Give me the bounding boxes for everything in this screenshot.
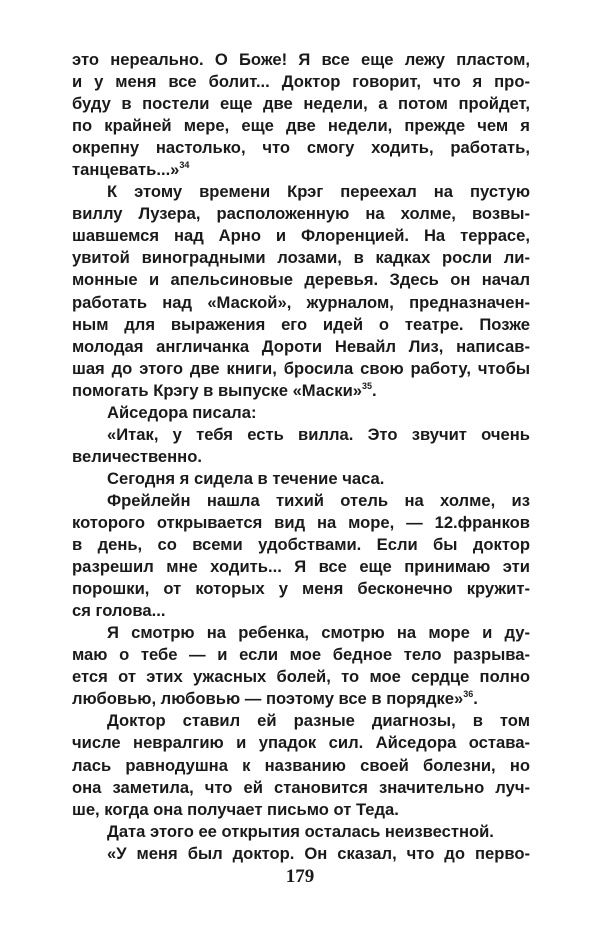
text-line bbox=[72, 424, 530, 446]
text-line bbox=[72, 49, 530, 71]
text-line bbox=[72, 799, 530, 821]
text-line bbox=[72, 777, 530, 799]
text-line bbox=[72, 203, 530, 225]
footnote-ref: 34 bbox=[179, 160, 190, 171]
line-text-after: . bbox=[372, 380, 377, 400]
text-line bbox=[72, 247, 530, 269]
line-text: порошки, от которых у меня бесконечно кружит- bbox=[72, 579, 530, 599]
line-text: маю о тебе — и если мое бедное тело разрыва- bbox=[72, 645, 530, 665]
text-line bbox=[72, 556, 530, 578]
line-text: и у меня все болит... Доктор говорит, что я про- bbox=[72, 72, 530, 92]
text-line bbox=[72, 446, 530, 468]
text-line bbox=[72, 115, 530, 137]
text-line bbox=[72, 159, 530, 181]
line-text: ется от этих ужасных болей, то мое сердце полно bbox=[72, 667, 530, 687]
line-text: числе невралгию и упадок сил. Айседора остава- bbox=[72, 733, 530, 753]
page-number: 179 bbox=[285, 866, 315, 887]
text-line bbox=[72, 644, 530, 666]
line-text: Фрейлейн нашла тихий отель на холме, из bbox=[107, 490, 530, 510]
paragraph bbox=[72, 468, 530, 490]
paragraph bbox=[72, 622, 530, 710]
line-text: в день, со всеми удобствами. Если бы доктор bbox=[72, 535, 530, 555]
line-text: работать над «Маской», журналом, предназначен- bbox=[72, 292, 530, 312]
line-text: танцевать...» bbox=[72, 160, 180, 180]
text-line bbox=[72, 314, 530, 336]
text-line bbox=[72, 468, 530, 490]
text-line bbox=[72, 269, 530, 291]
paragraph bbox=[72, 490, 530, 622]
paragraph bbox=[72, 843, 530, 865]
text-line bbox=[72, 336, 530, 358]
page-body bbox=[72, 49, 530, 865]
text-line bbox=[72, 512, 530, 534]
line-text: окрепну настолько, что смогу ходить, работать, bbox=[72, 138, 530, 158]
text-line bbox=[72, 490, 530, 512]
paragraph bbox=[72, 181, 530, 401]
text-line bbox=[72, 534, 530, 556]
paragraph bbox=[72, 710, 530, 820]
line-text: буду в постели еще две недели, а потом пройдет, bbox=[72, 94, 530, 114]
line-text: Я смотрю на ребенка, смотрю на море и ду- bbox=[107, 623, 530, 643]
line-text: увитой виноградными лозами, в кадках росли ли- bbox=[72, 248, 530, 268]
text-line bbox=[72, 402, 530, 424]
footnote-ref: 35 bbox=[362, 380, 373, 391]
line-text: молодая англичанка Дороти Невайл Лиз, написав- bbox=[72, 336, 530, 356]
line-text: это нереально. О Боже! Я все еще лежу пластом, bbox=[72, 50, 530, 69]
line-text: которого открывается вид на море, — 12.франков bbox=[72, 512, 530, 532]
line-text: виллу Лузера, расположенную на холме, возвы- bbox=[72, 204, 530, 224]
line-text: Доктор ставил ей разные диагнозы, в том bbox=[107, 711, 530, 731]
text-line bbox=[72, 622, 530, 644]
text-line bbox=[72, 578, 530, 600]
line-text: лась равнодушна к названию своей болезни, но bbox=[72, 755, 530, 775]
line-text: К этому времени Крэг переехал на пустую bbox=[107, 182, 530, 202]
text-line bbox=[72, 600, 530, 622]
text-line bbox=[72, 755, 530, 777]
line-text: по крайней мере, еще две недели, прежде чем я bbox=[72, 116, 530, 136]
line-text: ся голова... bbox=[72, 601, 166, 621]
line-text: любовью, любовью — поэтому все в порядке» bbox=[72, 689, 464, 709]
text-line bbox=[72, 843, 530, 865]
line-text: Айседора писала: bbox=[107, 402, 257, 422]
text-line bbox=[72, 688, 530, 710]
text-line bbox=[72, 71, 530, 93]
paragraph bbox=[72, 821, 530, 843]
line-text: помогать Крэгу в выпуске «Маски» bbox=[72, 380, 363, 400]
line-text: величественно. bbox=[72, 446, 202, 466]
text-line bbox=[72, 292, 530, 314]
text-line bbox=[72, 181, 530, 203]
text-line bbox=[72, 821, 530, 843]
line-text: она заметила, что ей становится значительно луч- bbox=[72, 777, 530, 797]
line-text: ным для выражения его идей о театре. Позже bbox=[72, 314, 530, 334]
text-line bbox=[72, 666, 530, 688]
text-line bbox=[72, 710, 530, 732]
paragraph bbox=[72, 49, 530, 181]
line-text: шавшемся над Арно и Флоренцией. На террасе, bbox=[72, 226, 530, 246]
line-text: разрешил мне ходить... Я все еще принимаю эти bbox=[72, 557, 530, 577]
text-line bbox=[72, 93, 530, 115]
line-text-after: . bbox=[473, 689, 478, 709]
line-text: Сегодня я сидела в течение часа. bbox=[107, 468, 385, 488]
line-text: Дата этого ее открытия осталась неизвестной. bbox=[107, 821, 494, 841]
line-text: «У меня был доктор. Он сказал, что до перво- bbox=[107, 843, 530, 863]
text-line bbox=[72, 358, 530, 380]
text-line bbox=[72, 732, 530, 754]
line-text: «Итак, у тебя есть вилла. Это звучит очень bbox=[107, 424, 530, 444]
text-line bbox=[72, 380, 530, 402]
footnote-ref: 36 bbox=[463, 689, 474, 700]
paragraph bbox=[72, 402, 530, 424]
line-text: шая до этого две книги, бросила свою работу, чтобы bbox=[72, 358, 530, 378]
text-line bbox=[72, 225, 530, 247]
line-text: монные и апельсиновые деревья. Здесь он начал bbox=[72, 270, 530, 290]
line-text: ше, когда она получает письмо от Теда. bbox=[72, 799, 399, 819]
text-line bbox=[72, 137, 530, 159]
paragraph bbox=[72, 424, 530, 468]
